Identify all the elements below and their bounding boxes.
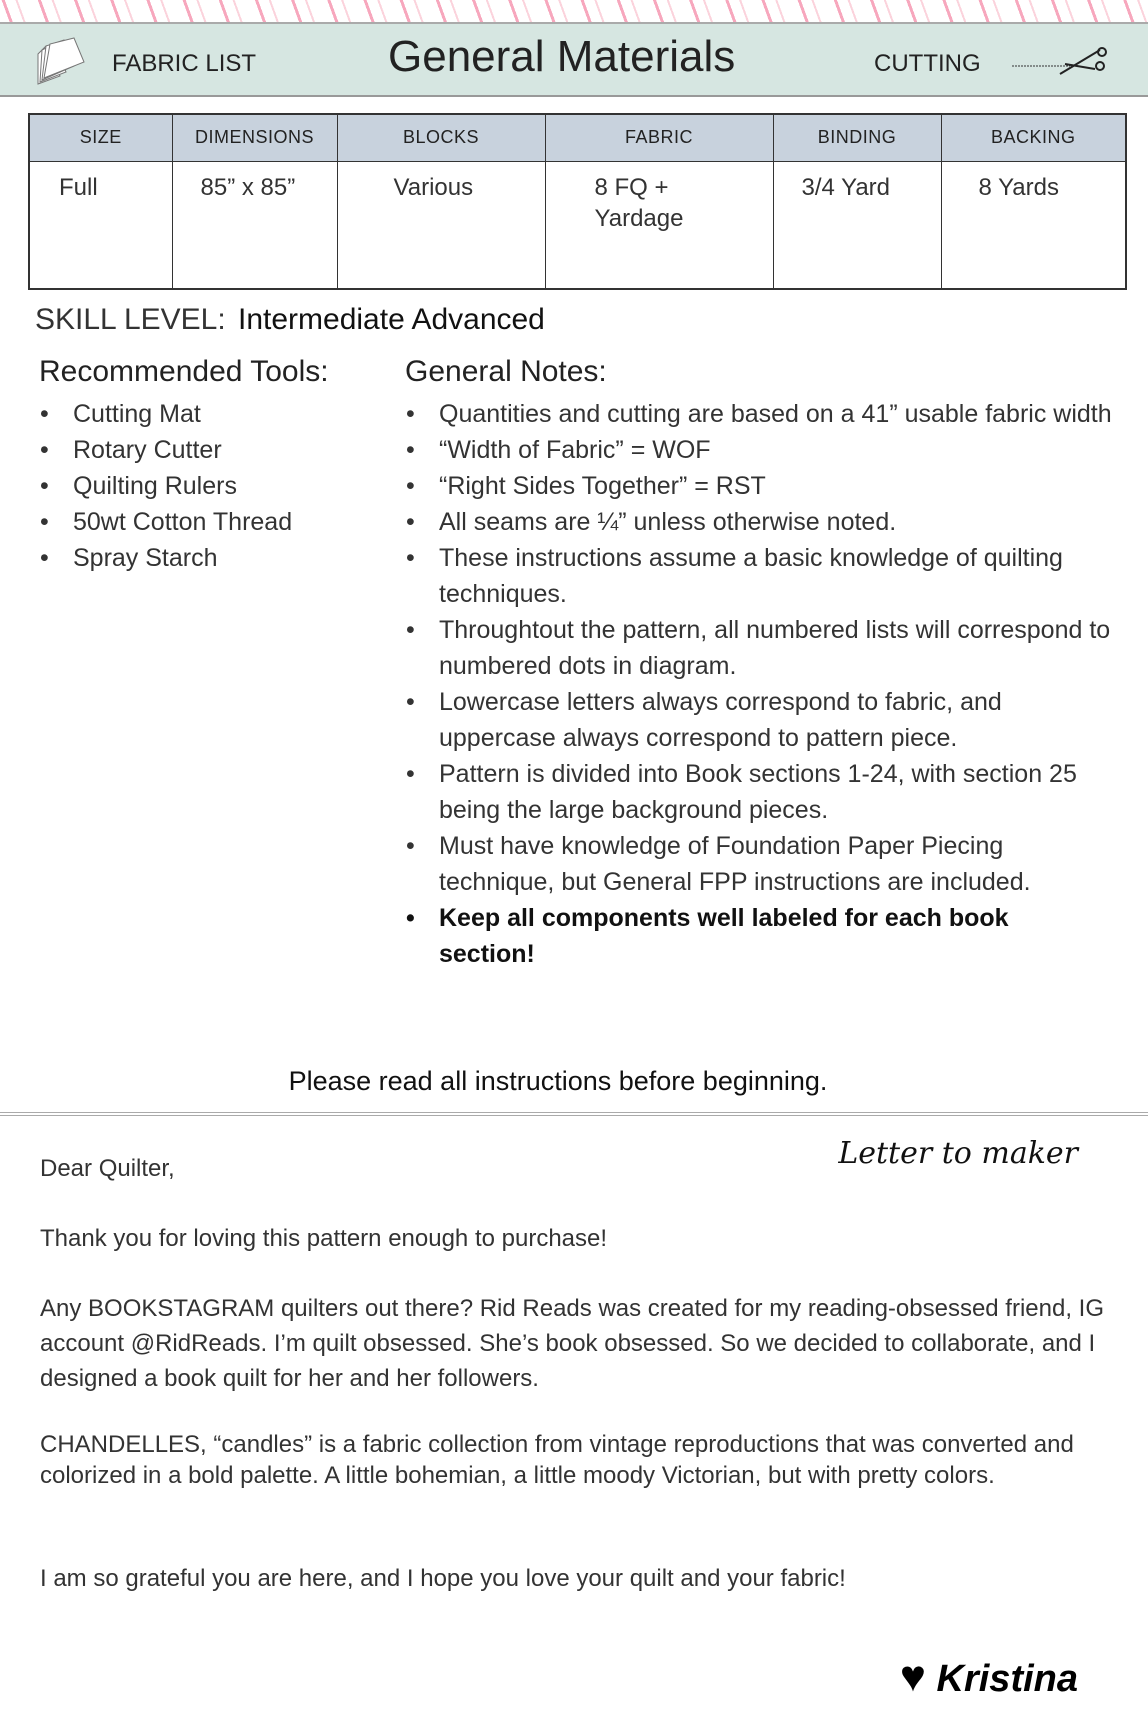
note-item: • “Width of Fabric” = WOF	[439, 432, 1119, 468]
fabric-list-label: FABRIC LIST	[112, 50, 257, 77]
blocks-value: Various	[337, 161, 545, 289]
col-dimensions: DIMENSIONS	[172, 114, 337, 161]
note-item: • Quantities and cutting are based on a 41” usable fabric width	[439, 396, 1119, 432]
notes-heading: General Notes:	[405, 355, 607, 388]
skill-level-label: SKILL LEVEL:	[35, 303, 226, 336]
note-item: • “Right Sides Together” = RST	[439, 468, 1119, 504]
letter-paragraph: Thank you for loving this pattern enough to purchase!	[40, 1225, 608, 1252]
divider	[0, 1112, 1148, 1116]
letter-greeting: Dear Quilter,	[40, 1155, 175, 1182]
page-title: General Materials	[388, 32, 736, 81]
heart-icon: ♥	[899, 1652, 926, 1701]
header-band	[0, 22, 1148, 97]
fabric-stack-icon	[36, 36, 98, 88]
col-size: SIZE	[29, 114, 172, 161]
read-notice: Please read all instructions before beginning.	[288, 1066, 828, 1096]
decorative-pattern	[0, 0, 1148, 22]
tool-item: • Cutting Mat	[73, 396, 373, 432]
tools-heading: Recommended Tools:	[39, 355, 329, 388]
materials-table	[28, 113, 1127, 290]
fabric-value: 8 FQ + Yardage	[545, 161, 773, 289]
note-item: • Pattern is divided into Book sections 1-24, with section 25 being the large background pieces.	[439, 756, 1119, 828]
letter-paragraph: CHANDELLES, “candles” is a fabric collection from vintage reproductions that was converted and colorized in a bold palette. A little bohemian, a little moody Victorian, but with pretty colors.	[40, 1431, 1074, 1489]
col-binding: BINDING	[773, 114, 941, 161]
size-value: Full	[29, 161, 172, 289]
skill-level-value: Intermediate Advanced	[238, 303, 545, 336]
tool-item: • Spray Starch	[73, 540, 373, 576]
note-item: • Lowercase letters always correspond to fabric, and uppercase always correspond to pattern piece.	[439, 684, 1119, 756]
tool-item: • Rotary Cutter	[73, 432, 373, 468]
signature-name: Kristina	[936, 1658, 1078, 1700]
col-backing: BACKING	[941, 114, 1126, 161]
note-item-emphasis: • Keep all components well labeled for each book section!	[439, 900, 1059, 972]
letter-paragraph: Any BOOKSTAGRAM quilters out there? Rid Reads was created for my reading-obsessed friend, IG account @RidReads. I’m quilt obsessed. She’s book obsessed. So we decided to collaborate, and I designed a book quilt for her and her followers.	[40, 1295, 1105, 1392]
note-item: • Must have knowledge of Foundation Paper Piecing technique, but General FPP instructions are included.	[439, 828, 1119, 900]
letter-to-maker-script: Letter to maker	[838, 1136, 1078, 1171]
dimensions-value: 85” x 85”	[172, 161, 337, 289]
cutting-label: CUTTING	[874, 50, 981, 77]
tool-item: • 50wt Cotton Thread	[73, 504, 373, 540]
note-item: • All seams are ¼” unless otherwise noted.	[439, 504, 1119, 540]
col-fabric: FABRIC	[545, 114, 773, 161]
tool-item: • Quilting Rulers	[73, 468, 373, 504]
letter-paragraph: I am so grateful you are here, and I hope you love your quilt and your fabric!	[40, 1565, 846, 1592]
col-blocks: BLOCKS	[337, 114, 545, 161]
scissors-icon	[1010, 44, 1110, 84]
binding-value: 3/4 Yard	[773, 161, 941, 289]
note-item: • Throughtout the pattern, all numbered lists will correspond to numbered dots in diagram.	[439, 612, 1119, 684]
notes-list	[439, 396, 1119, 972]
backing-value: 8 Yards	[941, 161, 1126, 289]
note-item: • These instructions assume a basic knowledge of quilting techniques.	[439, 540, 1119, 612]
signature	[900, 1652, 1078, 1702]
tools-list	[73, 396, 373, 576]
